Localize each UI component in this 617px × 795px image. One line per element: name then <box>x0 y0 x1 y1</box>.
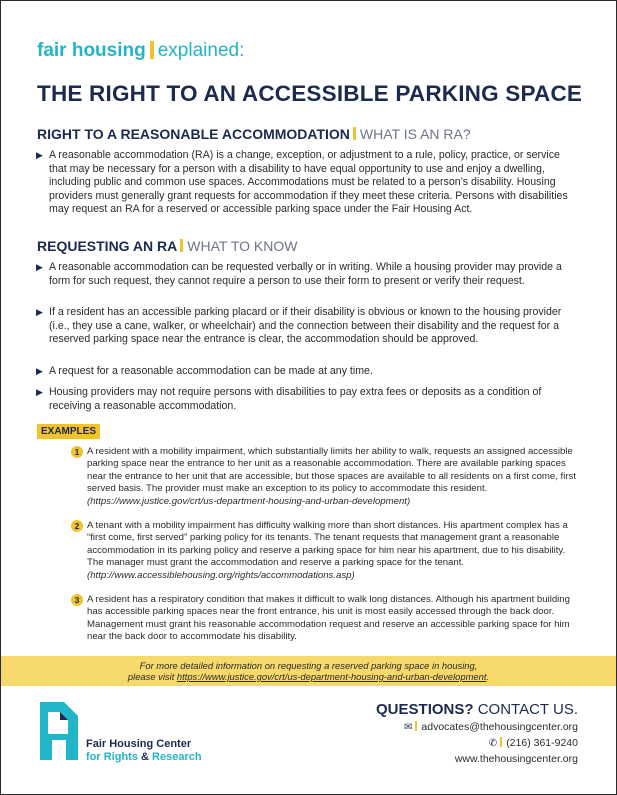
section2-heading-text: REQUESTING AN RA <box>37 238 178 254</box>
bullet-text: A reasonable accommodation can be requested verbally or in writing. While a housing provider may provide a form for such request, they cannot require a person to use their form to present or verify their request. <box>49 261 562 287</box>
contact-email[interactable]: advocates@thehousingcenter.org <box>421 721 578 733</box>
contact-divider <box>500 737 502 747</box>
org-tagline-a: for Rights <box>86 751 138 763</box>
page-title: THE RIGHT TO AN ACCESSIBLE PARKING SPACE <box>37 81 583 106</box>
info-banner <box>1 656 616 686</box>
contact-heading-light: CONTACT US. <box>477 701 578 718</box>
org-tagline <box>86 751 202 764</box>
house-logo-icon <box>38 700 80 762</box>
bullet-text: A request for a reasonable accommodation can be made at any time. <box>49 365 373 377</box>
org-ampersand: & <box>141 751 149 763</box>
bullet-text: Housing providers may not require persons with disabilities to pay extra fees or deposits as a condition of receiving a reasonable accommodation. <box>49 386 542 412</box>
example-2 <box>72 520 582 582</box>
example-source: (http://www.accessiblehousing.org/rights/accommodations.asp) <box>87 569 355 581</box>
example-text <box>87 520 582 582</box>
section2-bullet-2 <box>36 306 576 347</box>
example-number-badge: 2 <box>71 520 83 532</box>
examples-label: EXAMPLES <box>37 424 100 439</box>
heading-divider <box>180 239 183 252</box>
section2-bullet-1 <box>36 261 576 288</box>
contact-heading-bold: QUESTIONS? <box>376 701 474 718</box>
triangle-right-icon: ▶ <box>36 307 43 317</box>
banner-prefix: please visit <box>127 671 175 682</box>
phone-icon: ✆ <box>488 738 498 749</box>
org-tagline-b: Research <box>152 751 202 763</box>
bullet-text: If a resident has an accessible parking placard or if their disability is obvious or known to the housing provider (i.e., they use a cane, walker, or wheelchair) and the connection between their disability and the request for a reserved parking space near the entrance is clear, the accommodation should be approved. <box>49 306 562 346</box>
contact-email-row <box>404 721 578 734</box>
section1-subheading: WHAT IS AN RA? <box>359 126 471 142</box>
triangle-right-icon: ▶ <box>36 387 43 397</box>
banner-suffix: . <box>486 671 490 682</box>
section2-bullet-3 <box>36 365 576 379</box>
triangle-right-icon: ▶ <box>36 262 43 272</box>
triangle-right-icon: ▶ <box>36 366 43 376</box>
example-text <box>87 446 582 508</box>
contact-phone[interactable]: (216) 361-9240 <box>506 737 578 749</box>
envelope-icon: ✉ <box>404 722 413 733</box>
section1-bullet <box>36 149 576 217</box>
example-body: A resident has a respiratory condition that makes it difficult to walk long distances. Although his apartment building has accessible parking spaces near the front entrance, his unit is most easily accessed through the back door. Management must grant his reasonable accommodation request and reserve an accessible parking space for him near the back door to accommodate his disability. <box>87 594 570 643</box>
example-source: (https://www.justice.gov/crt/us-department-housing-and-urban-development) <box>87 495 411 507</box>
banner-line-1: For more detailed information on requesting a reserved parking space in housing, <box>139 660 478 671</box>
example-number-badge: 3 <box>71 594 83 606</box>
brand-header <box>37 40 244 62</box>
contact-website-row <box>455 753 578 766</box>
section2-subheading: WHAT TO KNOW <box>187 238 298 254</box>
contact-website[interactable]: www.thehousingcenter.org <box>454 753 578 765</box>
heading-divider <box>353 127 356 140</box>
brand-bold: fair housing <box>37 40 146 61</box>
example-1 <box>72 446 582 508</box>
doj-link[interactable]: https://www.justice.gov/crt/us-department-housing-and-urban-development <box>176 671 487 682</box>
contact-divider <box>415 721 417 731</box>
example-body: A resident with a mobility impairment, which substantially limits her ability to walk, requests an assigned accessible parking space near the entrance to her unit as a reasonable accommodation. There are available parking spaces near the entrance to her unit that are accessible, but those spaces are available to all residents on a first come, first served basis. The provider must make an exception to its policy to accommodate this resident. <box>87 446 577 495</box>
section1-heading-text: RIGHT TO A REASONABLE ACCOMMODATION <box>37 126 350 142</box>
example-text <box>87 594 582 644</box>
example-body: A tenant with a mobility impairment has difficulty walking more than short distances. His apartment complex has a “first come, first served” parking policy for its tenants. The tenant requests that management grant a reasonable accommodation in its parking policy and reserve a parking space for him near his apartment, due to his disability. The manager must grant the accommodation and reserve a parking space for the tenant. <box>87 520 568 569</box>
triangle-right-icon: ▶ <box>36 150 43 160</box>
org-name: Fair Housing Center <box>86 738 192 750</box>
brand-light: explained: <box>157 40 245 61</box>
example-3 <box>72 594 582 644</box>
example-number-badge: 1 <box>71 446 83 458</box>
section2-heading <box>37 238 297 255</box>
bullet-text: A reasonable accommodation (RA) is a change, exception, or adjustment to a rule, policy, practice, or service that may be necessary for a person with a disability to have equal opportunity to use and enjoy a dwelling, including public and common use spaces. Accommodations must be related to a person’s disability. Housing providers must generally grant requests for accommodation if they meet these criteria. Persons with disabilities may request an RA for a reserved or accessible parking space under the Fair Housing Act. <box>49 149 568 216</box>
section1-heading <box>37 126 471 143</box>
section2-bullet-4 <box>36 386 576 413</box>
contact-phone-row <box>489 737 578 750</box>
banner-line-2 <box>1 671 616 682</box>
brand-divider <box>150 41 154 59</box>
contact-heading <box>376 701 578 719</box>
